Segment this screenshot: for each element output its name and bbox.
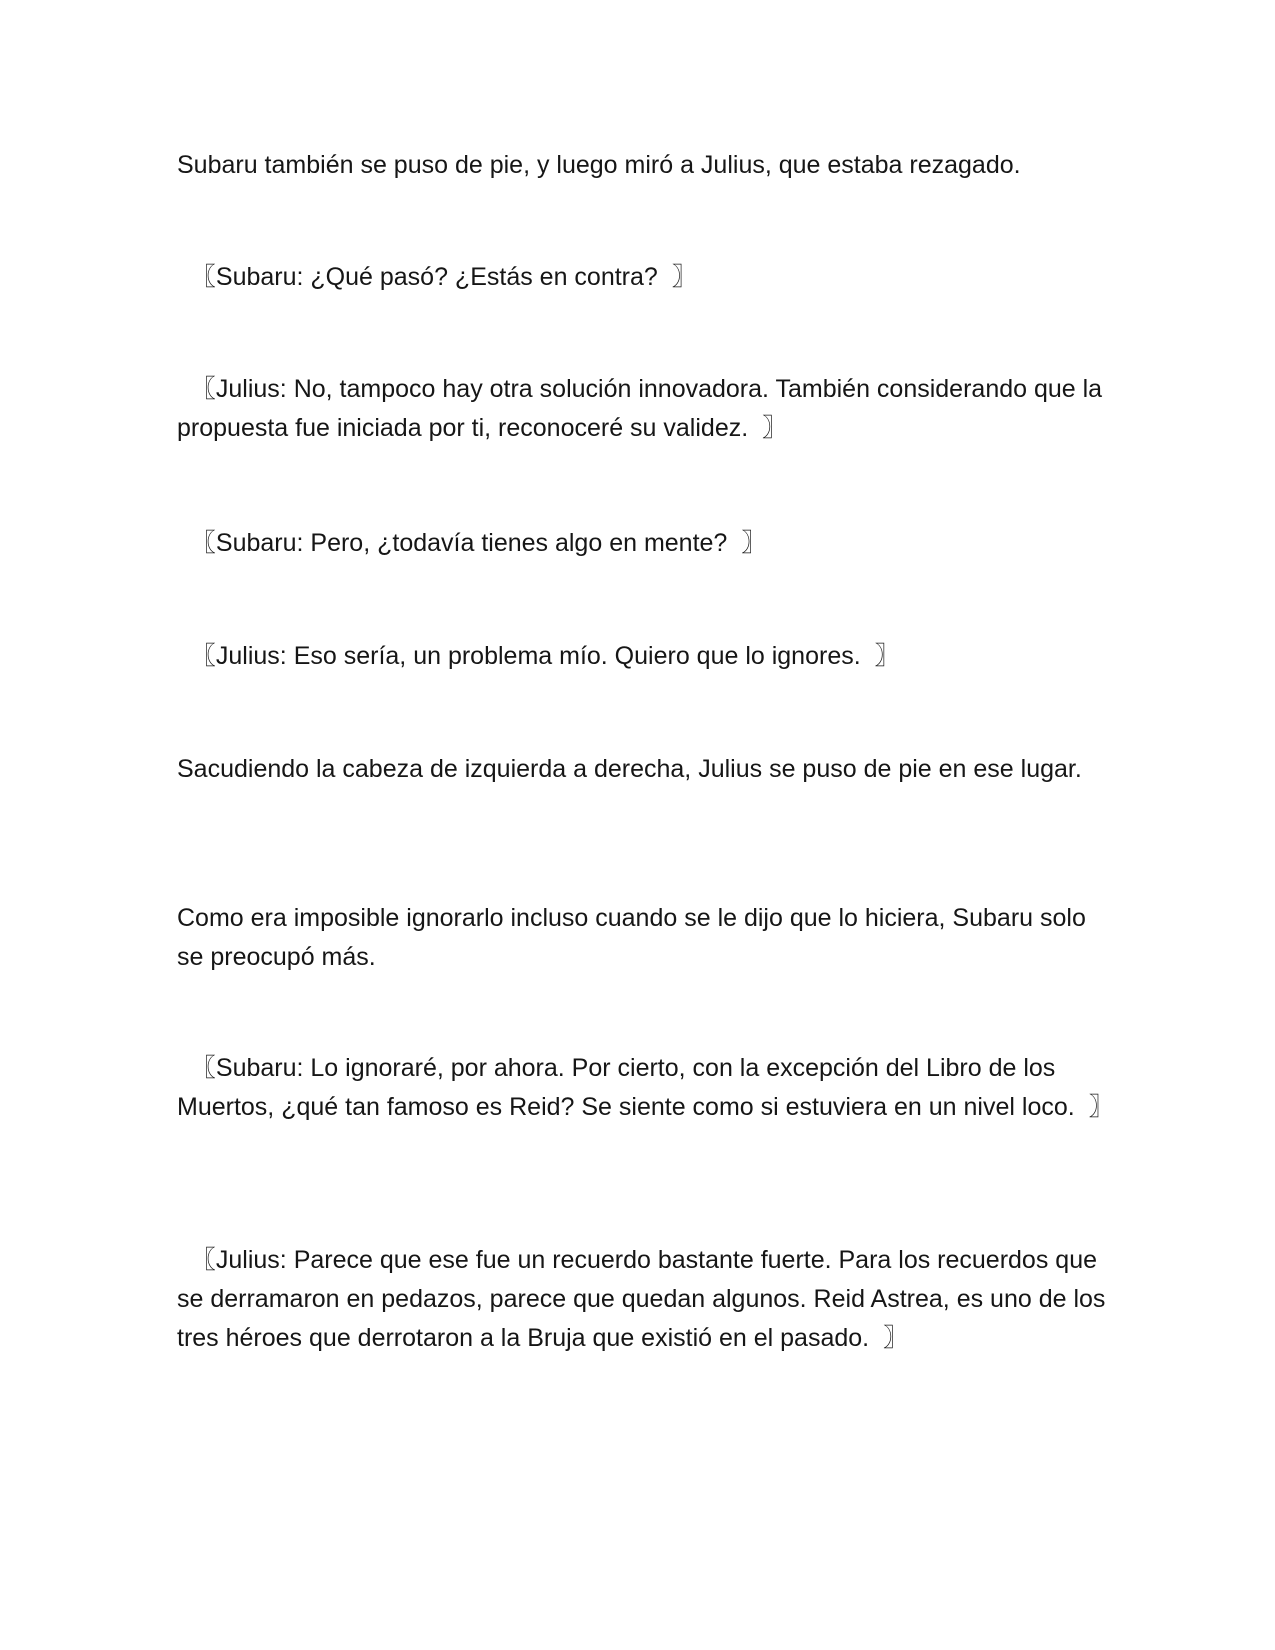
dialogue-paragraph: 〖Julius: Parece que ese fue un recuerdo bastante fuerte. Para los recuerdos que se derramaron en pedazos, parece que quedan algunos. Reid Astrea, es uno de los tres héroes que derrotaron a la Bruja que existió en el pasado. 〗 bbox=[177, 1246, 1106, 1352]
narration-paragraph: Sacudiendo la cabeza de izquierda a derecha, Julius se puso de pie en ese lugar. bbox=[177, 755, 1082, 783]
narration-paragraph: Como era imposible ignorarlo incluso cuando se le dijo que lo hiciera, Subaru solo se preocupó más. bbox=[177, 904, 1086, 971]
narration-paragraph: Subaru también se puso de pie, y luego miró a Julius, que estaba rezagado. bbox=[177, 151, 1021, 179]
dialogue-paragraph: 〖Julius: Eso sería, un problema mío. Quiero que lo ignores. 〗 bbox=[177, 642, 900, 670]
dialogue-paragraph: 〖Julius: No, tampoco hay otra solución innovadora. También considerando que la propuesta fue iniciada por ti, reconoceré su validez. 〗 bbox=[177, 375, 1103, 442]
dialogue-paragraph: 〖Subaru: Pero, ¿todavía tienes algo en mente? 〗 bbox=[177, 529, 767, 557]
dialogue-paragraph: 〖Subaru: ¿Qué pasó? ¿Estás en contra? 〗 bbox=[177, 263, 697, 291]
dialogue-paragraph: 〖Subaru: Lo ignoraré, por ahora. Por cierto, con la excepción del Libro de los Muertos, ¿qué tan famoso es Reid? Se siente como si estuviera en un nivel loco. 〗 bbox=[177, 1054, 1114, 1121]
